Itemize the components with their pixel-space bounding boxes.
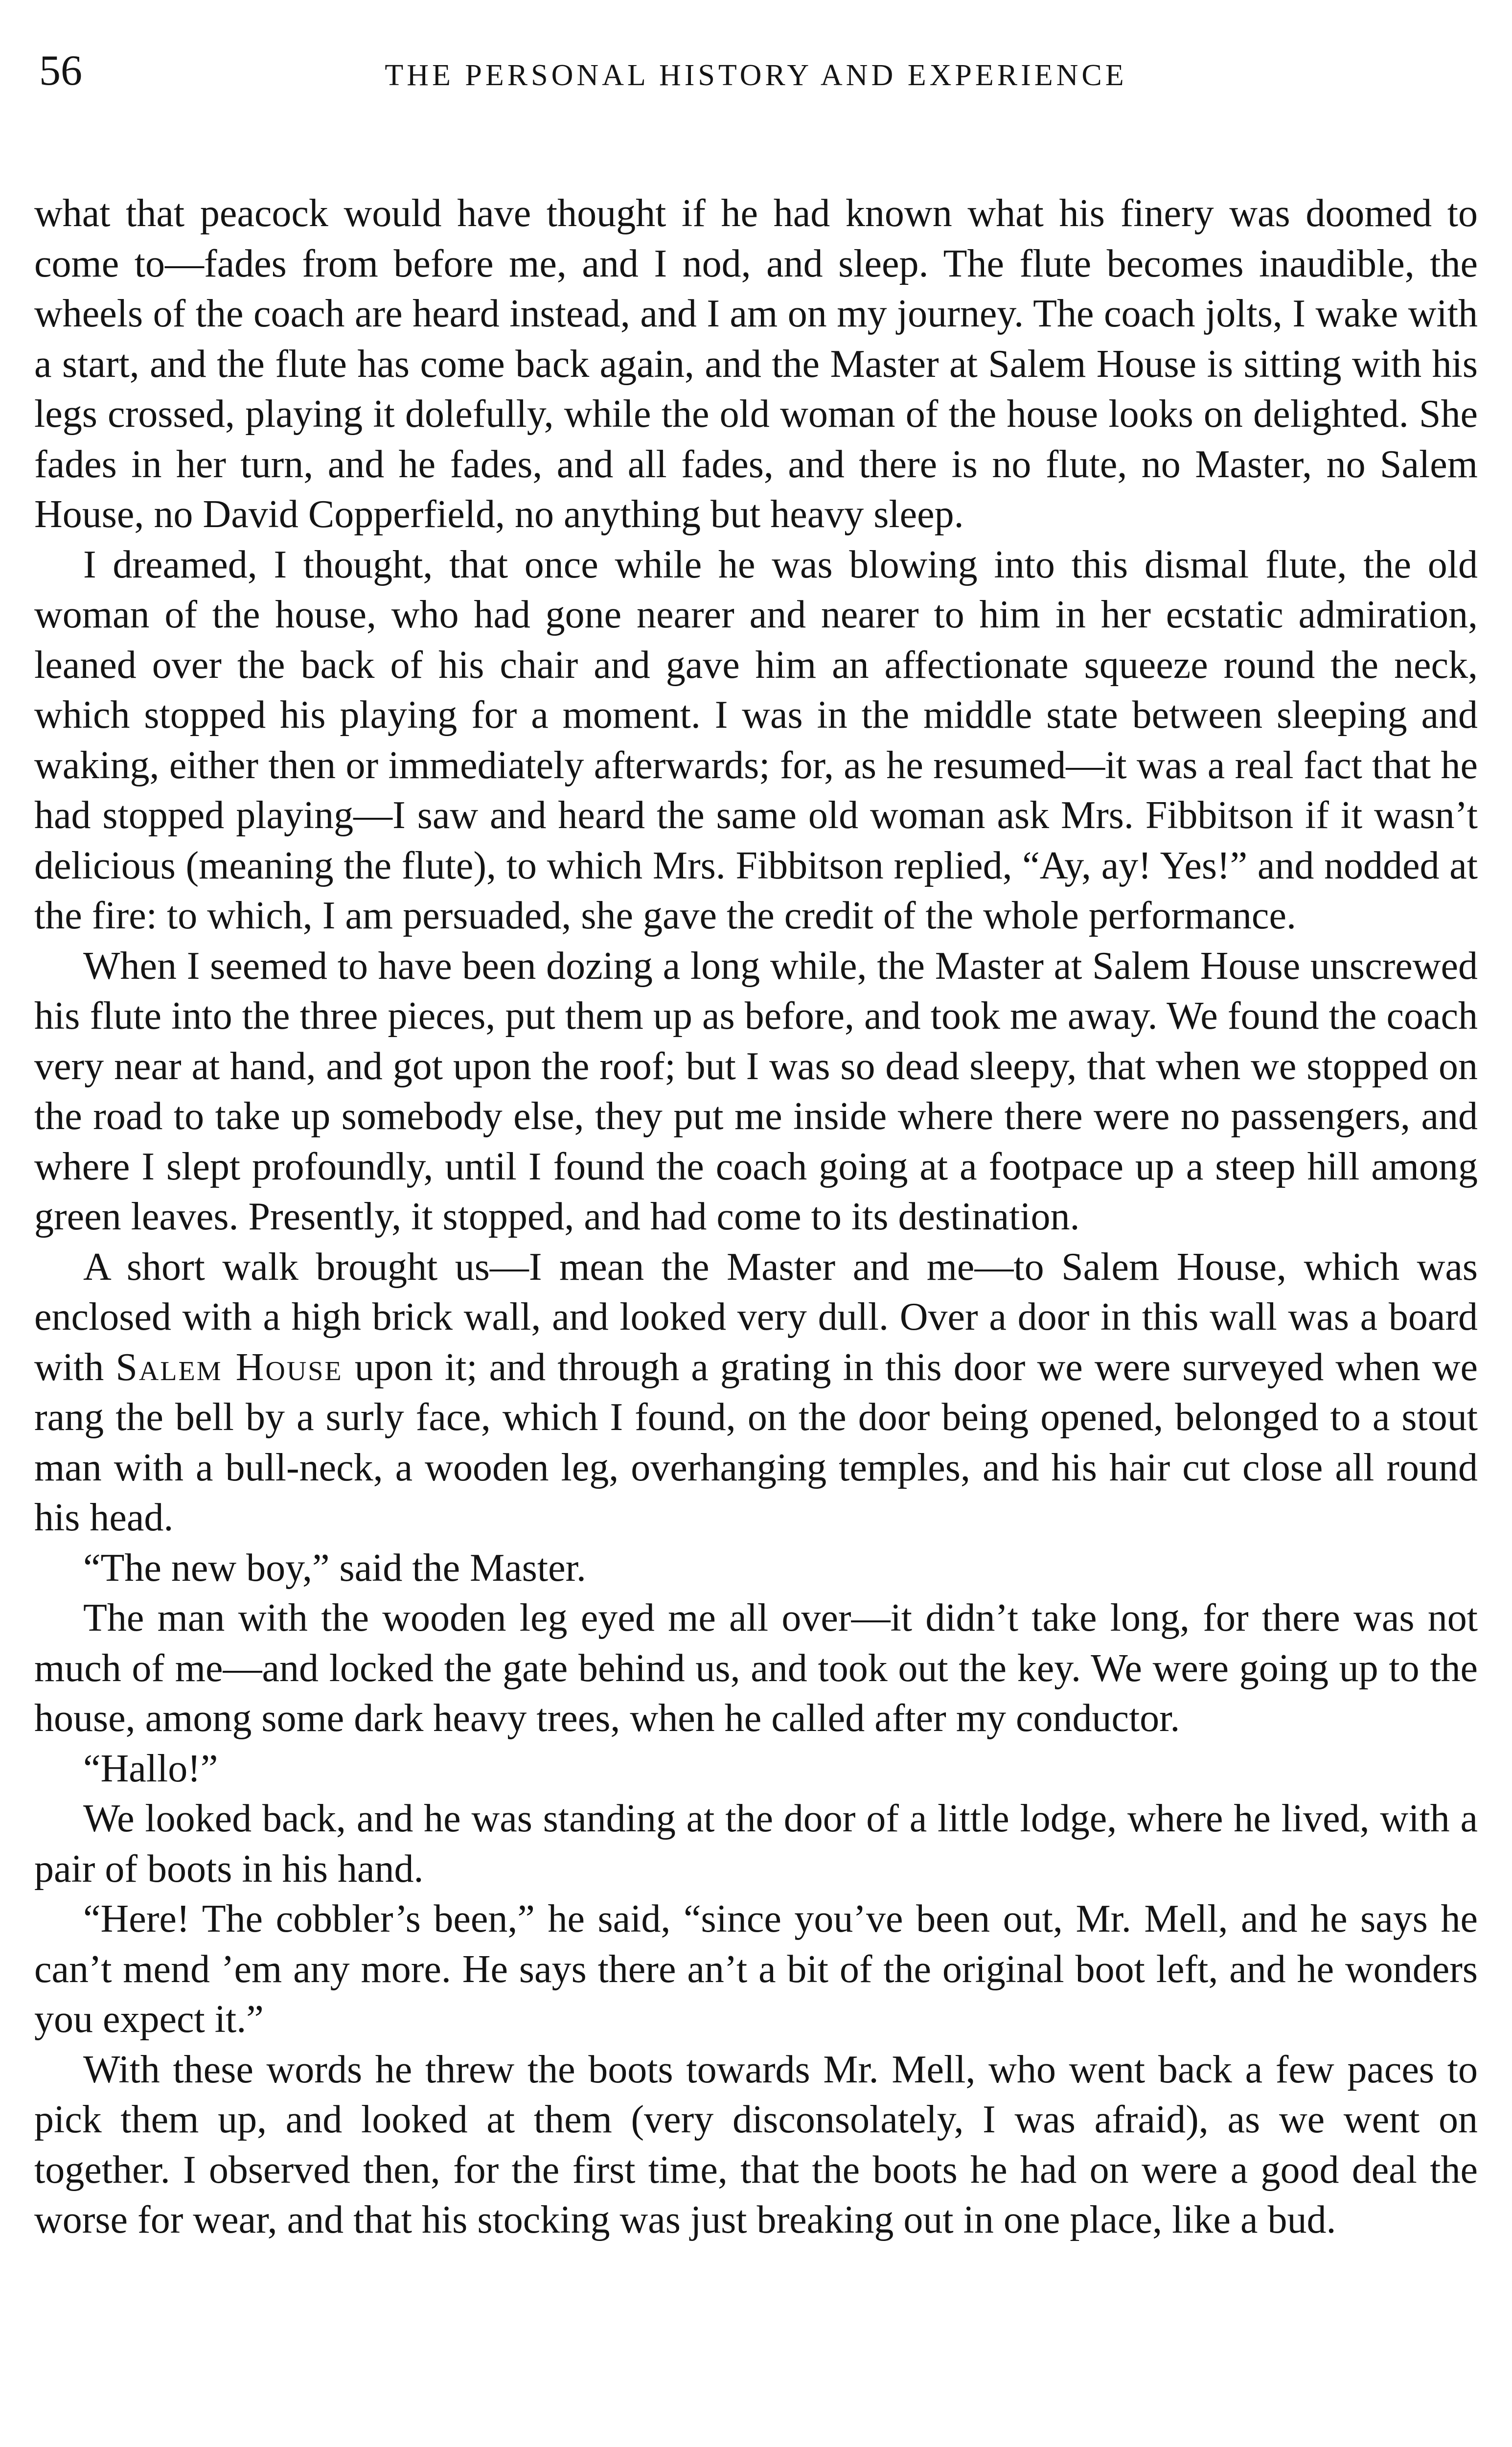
running-head: THE PERSONAL HISTORY AND EXPERIENCE <box>385 59 1127 92</box>
paragraph-1: what that peacock would have thought if he had known what his finery was doomed to come to—fades from before me, and I nod, and sleep. The flute becomes inaudible, the wheels of the coach are heard instead, and I am on my journey. The coach jolts, I wake with a start, and the flute has come back again, and the Master at Salem House is sitting with his legs crossed, playing it dolefully, while the old woman of the house looks on delighted. She fades in her turn, and he fades, and all fades, and there is no flute, no Master, no Salem House, no David Copperfield, no anything but heavy sleep. <box>34 192 1478 536</box>
paragraph-4-text-a: A short walk brought us—I mean the Master and me—to Salem House, which was enclosed with a high brick wall, and looked very dull. Over a door in this wall was a board with <box>34 1245 1478 1389</box>
page-header <box>34 44 1478 103</box>
paragraph-4-text-b: upon it; and through a grating in this door we were surveyed when we rang the bell by a surly face, which I found, on the door being opened, belonged to a stout man with a bull-neck, a wooden leg, overhanging temples, and his hair cut close all round his head. <box>34 1345 1478 1539</box>
paragraph-8: We looked back, and he was standing at the door of a little lodge, where he lived, with a pair of boots in his hand. <box>34 1797 1478 1891</box>
body-text <box>34 188 1478 2245</box>
paragraph-2: I dreamed, I thought, that once while he was blowing into this dismal flute, the old woman of the house, who had gone nearer and nearer to him in her ecstatic admiration, leaned over the back of his chair and gave him an affectionate squeeze round the neck, which stopped his playing for a moment. I was in the middle state between sleeping and waking, either then or immediately afterwards; for, as he resumed—it was a real fact that he had stopped playing—I saw and heard the same old woman ask Mrs. Fibbitson if it wasn’t delicious (meaning the flute), to which Mrs. Fibbitson replied, “Ay, ay! Yes!” and nodded at the fire: to which, I am persuaded, she gave the credit of the whole performance. <box>34 543 1478 937</box>
paragraph-4 <box>34 1242 1478 1543</box>
paragraph-9: “Here! The cobbler’s been,” he said, “since you’ve been out, Mr. Mell, and he says he can’t mend ’em any more. He says there an’t a bit of the original boot left, and he wonders you expect it.” <box>34 1897 1478 2041</box>
book-page <box>34 44 1478 2245</box>
paragraph-7: “Hallo!” <box>83 1747 218 1790</box>
paragraph-10: With these words he threw the boots towards Mr. Mell, who went back a few paces to pick them up, and looked at them (very disconsolately, I was afraid), as we went on together. I observed then, for the first time, that the boots he had on were a good deal the worse for wear, and that his stocking was just breaking out in one place, like a bud. <box>34 2048 1478 2241</box>
salem-house-sign-text: Salem House <box>115 1345 343 1389</box>
paragraph-6: The man with the wooden leg eyed me all over—it didn’t take long, for there was not much of me—and locked the gate behind us, and took out the key. We were going up to the house, among some dark heavy trees, when he called after my conductor. <box>34 1596 1478 1740</box>
paragraph-5: “The new boy,” said the Master. <box>83 1546 586 1590</box>
paragraph-3: When I seemed to have been dozing a long while, the Master at Salem House unscrewed his flute into the three pieces, put them up as before, and took me away. We found the coach very near at hand, and got upon the roof; but I was so dead sleepy, that when we stopped on the road to take up somebody else, they put me inside where there were no passengers, and where I slept profoundly, until I found the coach going at a footpace up a steep hill among green leaves. Presently, it stopped, and had come to its destination. <box>34 944 1478 1238</box>
page-number: 56 <box>39 47 82 94</box>
